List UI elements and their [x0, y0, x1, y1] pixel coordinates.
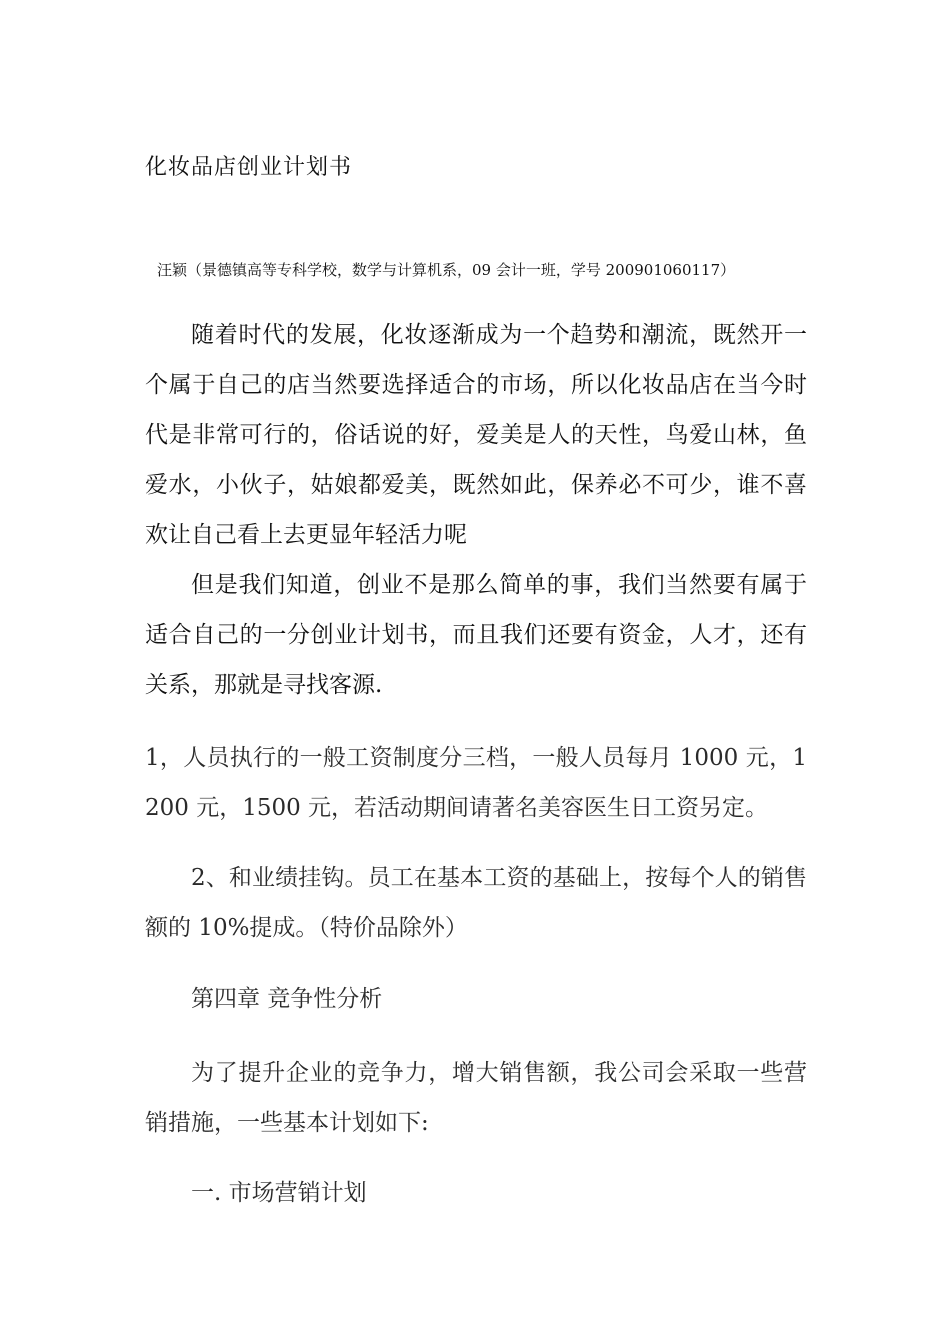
- paragraph-marketing-intro: 为了提升企业的竞争力，增大销售额，我公司会采取一些营销措施，一些基本计划如下:: [145, 1060, 807, 1136]
- author-line: 汪颖（景德镇高等专科学校，数学与计算机系，09 会计一班，学号 200901060117）: [157, 261, 736, 279]
- document-title: 化妆品店创业计划书: [145, 155, 353, 180]
- chapter-heading: 第四章 竞争性分析: [191, 986, 383, 1012]
- paragraph-intro: 随着时代的发展，化妆逐渐成为一个趋势和潮流，既然开一个属于自己的店当然要选择适合的市场，所以化妆品店在当今时代是非常可行的，俗话说的好，爱美是人的天性，鸟爱山林，鱼爱水，小伙子，姑娘都爱美，既然如此，保养必不可少，谁不喜欢让自己看上去更显年轻活力呢: [145, 322, 807, 548]
- section-heading: 一. 市场营销计划: [191, 1180, 367, 1206]
- paragraph-startup: 但是我们知道，创业不是那么简单的事，我们当然要有属于适合自己的一分创业计划书，而且我们还要有资金，人才，还有关系，那就是寻找客源.: [145, 572, 807, 698]
- paragraph-salary: 1，人员执行的一般工资制度分三档，一般人员每月 1000 元，1200 元，1500 元，若活动期间请著名美容医生日工资另定。: [145, 745, 807, 821]
- paragraph-commission: 2、和业绩挂钩。员工在基本工资的基础上，按每个人的销售额的 10%提成。（特价品除外）: [145, 865, 807, 941]
